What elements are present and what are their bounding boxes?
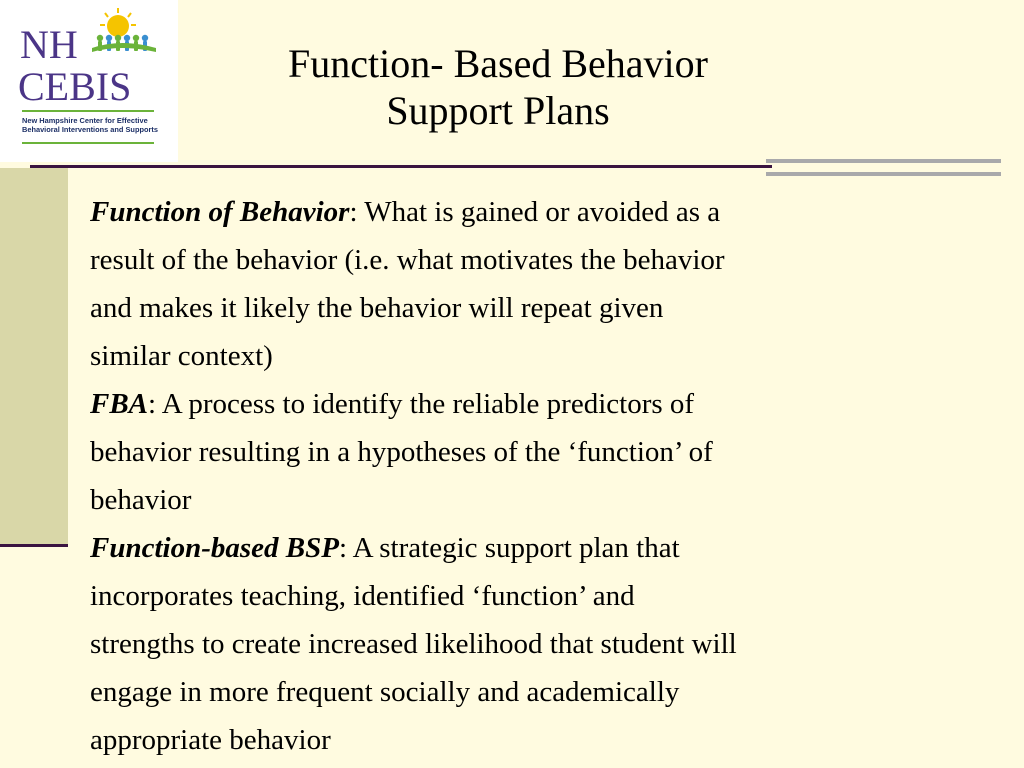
definition-line — [90, 380, 1000, 428]
slide-title-line1: Function- Based Behavior — [288, 41, 708, 86]
logo-graphic — [16, 8, 166, 112]
definition-term-function-of-behavior: Function of Behavior — [90, 196, 350, 228]
definition-line — [90, 188, 1000, 236]
definition-line: result of the behavior (i.e. what motivates the behavior — [90, 244, 725, 276]
slide-title — [200, 40, 796, 134]
logo-tagline-line2: Behavioral Interventions and Supports — [22, 125, 158, 134]
logo-rule-bottom — [22, 142, 154, 144]
definition-line: similar context) — [90, 340, 273, 372]
definition-line: behavior — [90, 484, 192, 516]
definition-line: behavior resulting in a hypotheses of the ‘function’ of — [90, 436, 713, 468]
nh-cebis-logo — [0, 0, 178, 162]
logo-tagline-line1: New Hampshire Center for Effective — [22, 116, 148, 125]
definition-text: : A process to identify the reliable predictors of — [148, 388, 695, 420]
side-strip — [0, 168, 68, 544]
definition-line: and makes it likely the behavior will repeat given — [90, 292, 664, 324]
definition-term-fba: FBA — [90, 388, 149, 420]
logo-tagline — [22, 116, 172, 134]
definition-text: : What is gained or avoided as a — [349, 196, 721, 228]
definition-text: : A strategic support plan that — [338, 532, 680, 564]
definition-line: strengths to create increased likelihood that student will — [90, 628, 737, 660]
logo-cebis-text: CEBIS — [18, 64, 132, 109]
sun-icon — [100, 8, 136, 37]
logo-nh-text: NH — [20, 22, 78, 67]
side-divider — [0, 544, 68, 547]
grey-accent-bar-2 — [766, 172, 1001, 176]
definition-line: appropriate behavior — [90, 724, 331, 756]
definition-line — [90, 524, 1000, 572]
title-divider — [30, 165, 772, 168]
logo-rule-top — [22, 110, 154, 112]
people-figures-icon — [92, 35, 156, 52]
slide-title-line2: Support Plans — [386, 88, 610, 133]
definition-term-function-based-bsp: Function-based BSP — [90, 532, 339, 564]
grey-accent-bar-1 — [766, 159, 1001, 163]
definitions-body — [90, 188, 1000, 764]
definition-line: incorporates teaching, identified ‘function’ and — [90, 580, 635, 612]
definition-line: engage in more frequent socially and academically — [90, 676, 680, 708]
